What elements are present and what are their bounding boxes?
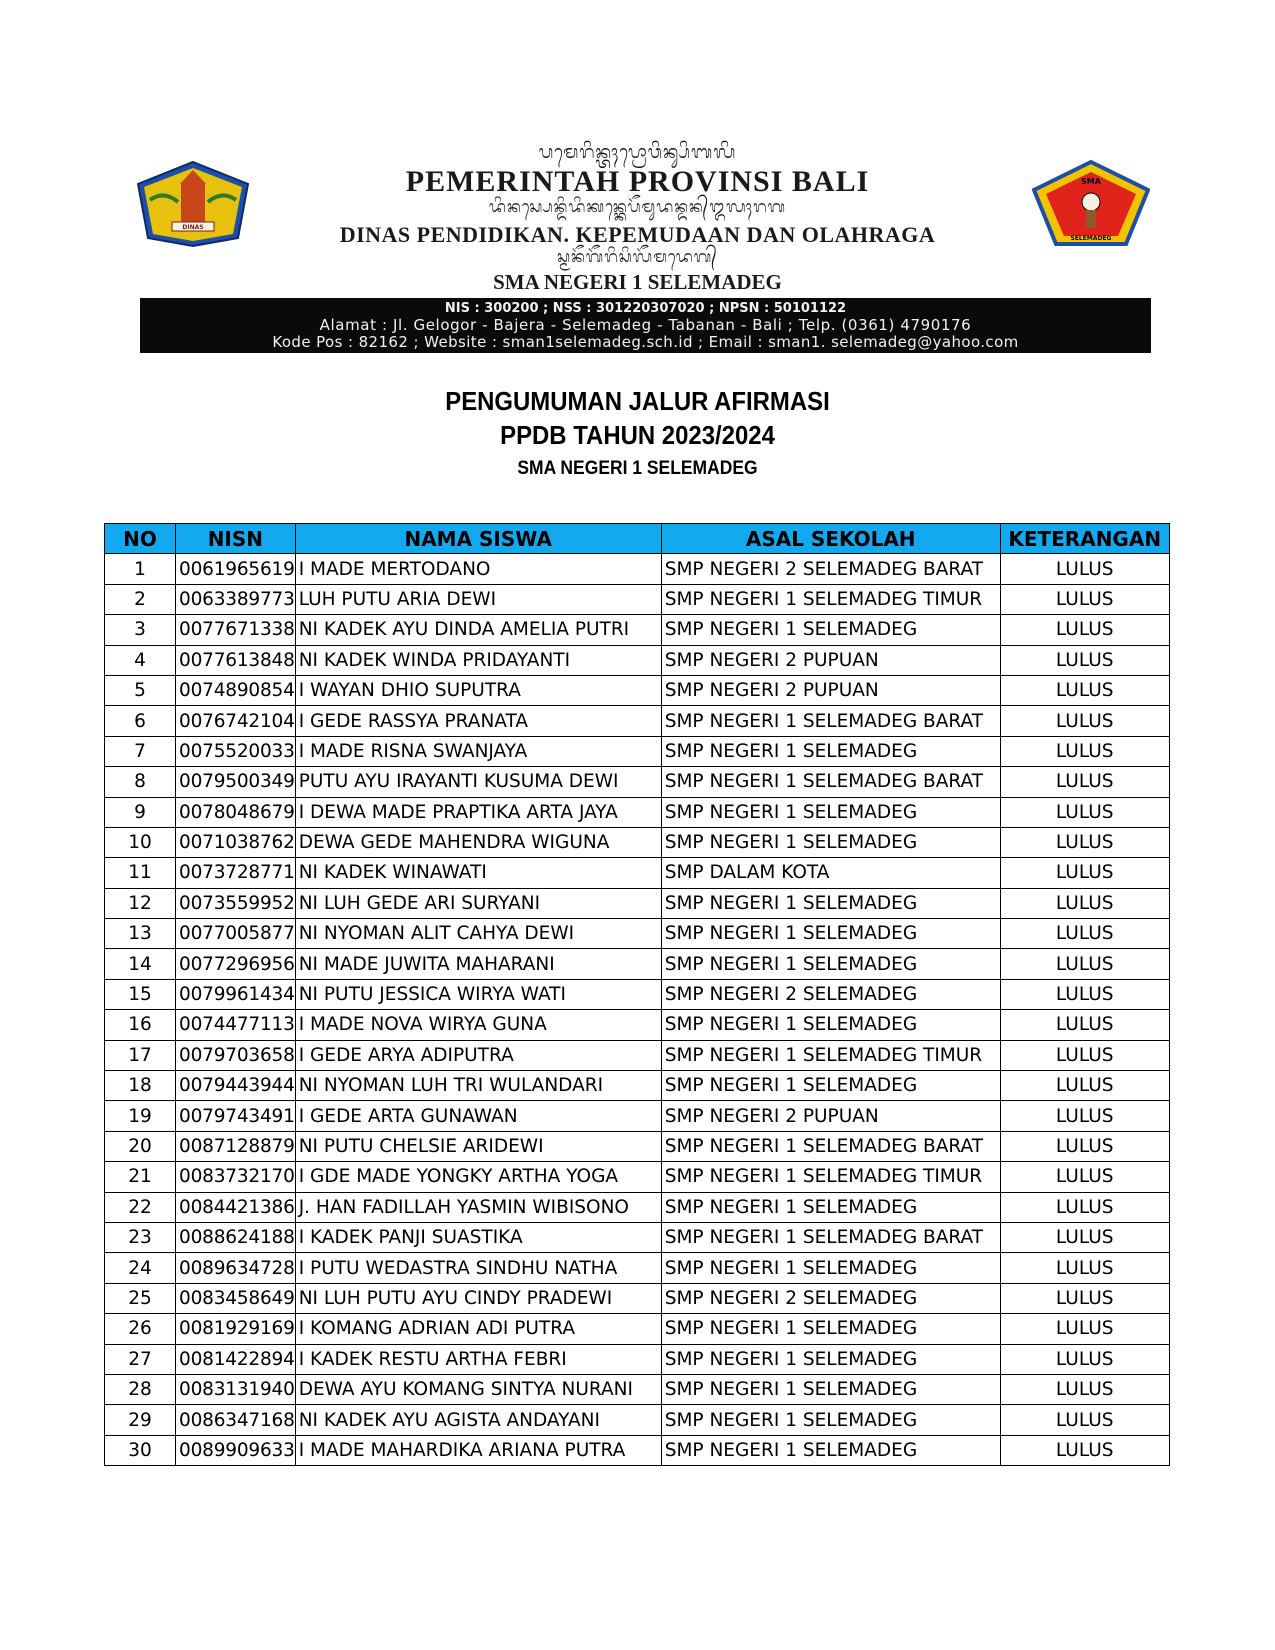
row-no: 13 [105,919,176,949]
letterhead [0,130,1275,360]
row-nama: LUH PUTU ARIA DEWI [295,584,661,614]
row-nisn: 0084421386 [176,1192,296,1222]
row-ket: LULUS [1000,1405,1169,1435]
table-row [105,584,1170,614]
row-no: 9 [105,797,176,827]
row-ket: LULUS [1000,1040,1169,1070]
row-nama: PUTU AYU IRAYANTI KUSUMA DEWI [295,767,661,797]
row-nisn: 0089909633 [176,1435,296,1465]
row-ket: LULUS [1000,1192,1169,1222]
row-nama: I WAYAN DHIO SUPUTRA [295,675,661,705]
table-row [105,1435,1170,1465]
row-nisn: 0079743491 [176,1101,296,1131]
table-row [105,858,1170,888]
row-ket: LULUS [1000,979,1169,1009]
row-asal: SMP NEGERI 1 SELEMADEG BARAT [661,767,1000,797]
row-asal: SMP NEGERI 2 PUPUAN [661,675,1000,705]
row-no: 19 [105,1101,176,1131]
table-row [105,1222,1170,1252]
row-ket: LULUS [1000,615,1169,645]
row-nisn: 0089634728 [176,1253,296,1283]
row-ket: LULUS [1000,767,1169,797]
row-no: 4 [105,645,176,675]
row-nama: NI MADE JUWITA MAHARANI [295,949,661,979]
table-row [105,675,1170,705]
row-nama: NI NYOMAN LUH TRI WULANDARI [295,1071,661,1101]
table-row [105,615,1170,645]
announcement-title [0,384,1275,486]
row-asal: SMP NEGERI 1 SELEMADEG BARAT [661,1131,1000,1161]
row-nama: J. HAN FADILLAH YASMIN WIBISONO [295,1192,661,1222]
row-ket: LULUS [1000,827,1169,857]
row-nama: NI LUH PUTU AYU CINDY PRADEWI [295,1283,661,1313]
row-no: 1 [105,554,176,584]
address-bar [140,298,1151,353]
row-asal: SMP NEGERI 1 SELEMADEG [661,1374,1000,1404]
row-nama: I MADE MERTODANO [295,554,661,584]
row-asal: SMP NEGERI 1 SELEMADEG BARAT [661,706,1000,736]
row-asal: SMP NEGERI 1 SELEMADEG [661,1071,1000,1101]
row-no: 20 [105,1131,176,1161]
row-nama: I GDE MADE YONGKY ARTHA YOGA [295,1162,661,1192]
row-nama: NI PUTU CHELSIE ARIDEWI [295,1131,661,1161]
table-row [105,1283,1170,1313]
table-row [105,1253,1170,1283]
row-nisn: 0083131940 [176,1374,296,1404]
table-row [105,736,1170,766]
row-ket: LULUS [1000,1435,1169,1465]
title-line-2: PPDB TAHUN 2023/2024 [500,420,775,450]
header-no: NO [105,524,176,554]
row-no: 14 [105,949,176,979]
row-no: 16 [105,1010,176,1040]
table-row [105,706,1170,736]
row-ket: LULUS [1000,1253,1169,1283]
table-row [105,1010,1170,1040]
row-nisn: 0079961434 [176,979,296,1009]
row-nisn: 0075520033 [176,736,296,766]
row-asal: SMP NEGERI 1 SELEMADEG TIMUR [661,584,1000,614]
row-no: 8 [105,767,176,797]
school-identifiers: NIS : 300200 ; NSS : 301220307020 ; NPSN : 50101122 [444,301,847,316]
row-no: 30 [105,1435,176,1465]
row-nama: I GEDE RASSYA PRANATA [295,706,661,736]
row-nisn: 0063389773 [176,584,296,614]
row-nama: I MADE MAHARDIKA ARIANA PUTRA [295,1435,661,1465]
row-nisn: 0074477113 [176,1010,296,1040]
row-no: 11 [105,858,176,888]
row-no: 10 [105,827,176,857]
row-nama: I DEWA MADE PRAPTIKA ARTA JAYA [295,797,661,827]
row-no: 6 [105,706,176,736]
row-nama: I KADEK PANJI SUASTIKA [295,1222,661,1252]
row-nama: I MADE NOVA WIRYA GUNA [295,1010,661,1040]
row-asal: SMP NEGERI 1 SELEMADEG [661,1314,1000,1344]
row-asal: SMP NEGERI 1 SELEMADEG [661,1253,1000,1283]
row-ket: LULUS [1000,1162,1169,1192]
row-nisn: 0073728771 [176,858,296,888]
row-nisn: 0087128879 [176,1131,296,1161]
row-asal: SMP NEGERI 2 SELEMADEG BARAT [661,554,1000,584]
row-ket: LULUS [1000,675,1169,705]
table-row [105,827,1170,857]
row-ket: LULUS [1000,1010,1169,1040]
row-no: 15 [105,979,176,1009]
department-name: DINAS PENDIDIKAN. KEPEMUDAAN DAN OLAHRAGA [339,222,936,247]
row-asal: SMP NEGERI 1 SELEMADEG [661,615,1000,645]
row-asal: SMP NEGERI 1 SELEMADEG [661,1192,1000,1222]
row-asal: SMP NEGERI 1 SELEMADEG TIMUR [661,1040,1000,1070]
table-row [105,1071,1170,1101]
row-nisn: 0088624188 [176,1222,296,1252]
row-asal: SMP NEGERI 1 SELEMADEG BARAT [661,1222,1000,1252]
row-no: 17 [105,1040,176,1070]
row-asal: SMP NEGERI 2 SELEMADEG [661,1283,1000,1313]
table-row [105,1405,1170,1435]
row-asal: SMP NEGERI 1 SELEMADEG [661,736,1000,766]
row-ket: LULUS [1000,645,1169,675]
row-ket: LULUS [1000,706,1169,736]
row-nisn: 0077005877 [176,919,296,949]
svg-text:SELEMADEG: SELEMADEG [1070,235,1112,242]
school-address: Alamat : Jl. Gelogor - Bajera - Selemadeg - Tabanan - Bali ; Telp. (0361) 4790176 [319,316,972,334]
row-ket: LULUS [1000,1283,1169,1313]
title-line-3: SMA NEGERI 1 SELEMADEG [517,458,758,479]
table-row [105,1344,1170,1374]
row-ket: LULUS [1000,858,1169,888]
row-nisn: 0077613848 [176,645,296,675]
row-no: 18 [105,1071,176,1101]
row-nama: I KADEK RESTU ARTHA FEBRI [295,1344,661,1374]
row-nisn: 0083732170 [176,1162,296,1192]
row-nama: I GEDE ARYA ADIPUTRA [295,1040,661,1070]
row-ket: LULUS [1000,1344,1169,1374]
header-asal: ASAL SEKOLAH [661,524,1000,554]
row-asal: SMP NEGERI 1 SELEMADEG TIMUR [661,1162,1000,1192]
table-row [105,554,1170,584]
row-asal: SMP DALAM KOTA [661,858,1000,888]
row-ket: LULUS [1000,1101,1169,1131]
row-nama: DEWA GEDE MAHENDRA WIGUNA [295,827,661,857]
table-row [105,949,1170,979]
row-asal: SMP NEGERI 1 SELEMADEG [661,888,1000,918]
row-nama: I MADE RISNA SWANJAYA [295,736,661,766]
svg-text:DINAS: DINAS [182,224,204,231]
row-no: 2 [105,584,176,614]
table-row [105,797,1170,827]
row-ket: LULUS [1000,1374,1169,1404]
table-row [105,1101,1170,1131]
row-ket: LULUS [1000,888,1169,918]
row-no: 22 [105,1192,176,1222]
row-asal: SMP NEGERI 2 SELEMADEG [661,979,1000,1009]
row-ket: LULUS [1000,949,1169,979]
row-ket: LULUS [1000,554,1169,584]
header-nisn: NISN [176,524,296,554]
table-row [105,979,1170,1009]
row-nama: NI KADEK WINDA PRIDAYANTI [295,645,661,675]
row-nisn: 0061965619 [176,554,296,584]
row-asal: SMP NEGERI 1 SELEMADEG [661,1010,1000,1040]
row-asal: SMP NEGERI 1 SELEMADEG [661,1435,1000,1465]
row-asal: SMP NEGERI 1 SELEMADEG [661,919,1000,949]
row-no: 21 [105,1162,176,1192]
table-header-row [105,524,1170,554]
row-ket: LULUS [1000,1222,1169,1252]
row-nisn: 0073559952 [176,888,296,918]
table-row [105,1314,1170,1344]
table-row [105,1374,1170,1404]
row-nisn: 0081929169 [176,1314,296,1344]
header-ket: KETERANGAN [1000,524,1169,554]
table-row [105,645,1170,675]
row-nama: NI PUTU JESSICA WIRYA WATI [295,979,661,1009]
row-asal: SMP NEGERI 1 SELEMADEG [661,949,1000,979]
row-no: 27 [105,1344,176,1374]
row-nisn: 0078048679 [176,797,296,827]
results-table [104,523,1170,1466]
school-contact: Kode Pos : 82162 ; Website : sman1selemadeg.sch.id ; Email : sman1. selemadeg@yahoo.com [272,333,1019,351]
school-emblem [1032,160,1150,248]
row-no: 26 [105,1314,176,1344]
balinese-script-line-3: ᬲ᭄ᬫᬦᭂᬕᭂᬭᬶᬲᬶᬮᭂᬫᬤᬾᬕ᭄ [557,247,718,266]
row-nama: DEWA AYU KOMANG SINTYA NURANI [295,1374,661,1404]
row-no: 12 [105,888,176,918]
row-asal: SMP NEGERI 1 SELEMADEG [661,827,1000,857]
table-row [105,1162,1170,1192]
government-name: PEMERINTAH PROVINSI BALI [405,165,870,198]
row-nisn: 0079703658 [176,1040,296,1070]
svg-text:SMA: SMA [1081,177,1101,186]
row-nisn: 0076742104 [176,706,296,736]
row-nisn: 0071038762 [176,827,296,857]
row-nisn: 0086347168 [176,1405,296,1435]
row-nisn: 0079443944 [176,1071,296,1101]
row-nisn: 0083458649 [176,1283,296,1313]
row-ket: LULUS [1000,797,1169,827]
row-ket: LULUS [1000,584,1169,614]
row-ket: LULUS [1000,1314,1169,1344]
row-ket: LULUS [1000,1131,1169,1161]
row-nama: I PUTU WEDASTRA SINDHU NATHA [295,1253,661,1283]
row-no: 5 [105,675,176,705]
row-asal: SMP NEGERI 2 PUPUAN [661,645,1000,675]
table-row [105,1131,1170,1161]
row-ket: LULUS [1000,736,1169,766]
row-nama: NI KADEK AYU AGISTA ANDAYANI [295,1405,661,1435]
row-no: 3 [105,615,176,645]
row-no: 24 [105,1253,176,1283]
school-name: SMA NEGERI 1 SELEMADEG [493,270,782,294]
row-no: 29 [105,1405,176,1435]
table-row [105,919,1170,949]
row-nisn: 0079500349 [176,767,296,797]
balinese-script-line-1: ᬧᬫᬾᬭᬶᬦ᭄ᬢᬄᬧ᭄ᬭᭀᬯᬶᬦ᭄ᬲᬶᬩᬮᬶ [538,142,737,163]
row-nama: NI KADEK AYU DINDA AMELIA PUTRI [295,615,661,645]
row-nisn: 0074890854 [176,675,296,705]
row-asal: SMP NEGERI 1 SELEMADEG [661,1405,1000,1435]
table-row [105,1040,1170,1070]
row-ket: LULUS [1000,1071,1169,1101]
row-nisn: 0077296956 [176,949,296,979]
table-row [105,1192,1170,1222]
header-nama: NAMA SISWA [295,524,661,554]
row-nama: NI LUH GEDE ARI SURYANI [295,888,661,918]
table-row [105,888,1170,918]
row-no: 25 [105,1283,176,1313]
row-ket: LULUS [1000,919,1169,949]
row-nisn: 0077671338 [176,615,296,645]
row-no: 23 [105,1222,176,1252]
table-row [105,767,1170,797]
balinese-script-line-2: ᬤᬶᬦᬲ᭄ᬧᬾᬦ᭄ᬤᬶᬤᬶᬓᬦ᭄ᬓᬾᬧᭂᬫᬸᬤᬦ᭄ᬤᬦ᭄ᬑᬮᬄᬭᬕ [488,197,787,216]
row-nama: NI NYOMAN ALIT CAHYA DEWI [295,919,661,949]
row-nama: NI KADEK WINAWATI [295,858,661,888]
title-line-1: PENGUMUMAN JALUR AFIRMASI [445,386,830,416]
row-asal: SMP NEGERI 1 SELEMADEG [661,1344,1000,1374]
row-no: 7 [105,736,176,766]
row-nisn: 0081422894 [176,1344,296,1374]
row-asal: SMP NEGERI 2 PUPUAN [661,1101,1000,1131]
row-asal: SMP NEGERI 1 SELEMADEG [661,797,1000,827]
row-no: 28 [105,1374,176,1404]
row-nama: I GEDE ARTA GUNAWAN [295,1101,661,1131]
row-nama: I KOMANG ADRIAN ADI PUTRA [295,1314,661,1344]
